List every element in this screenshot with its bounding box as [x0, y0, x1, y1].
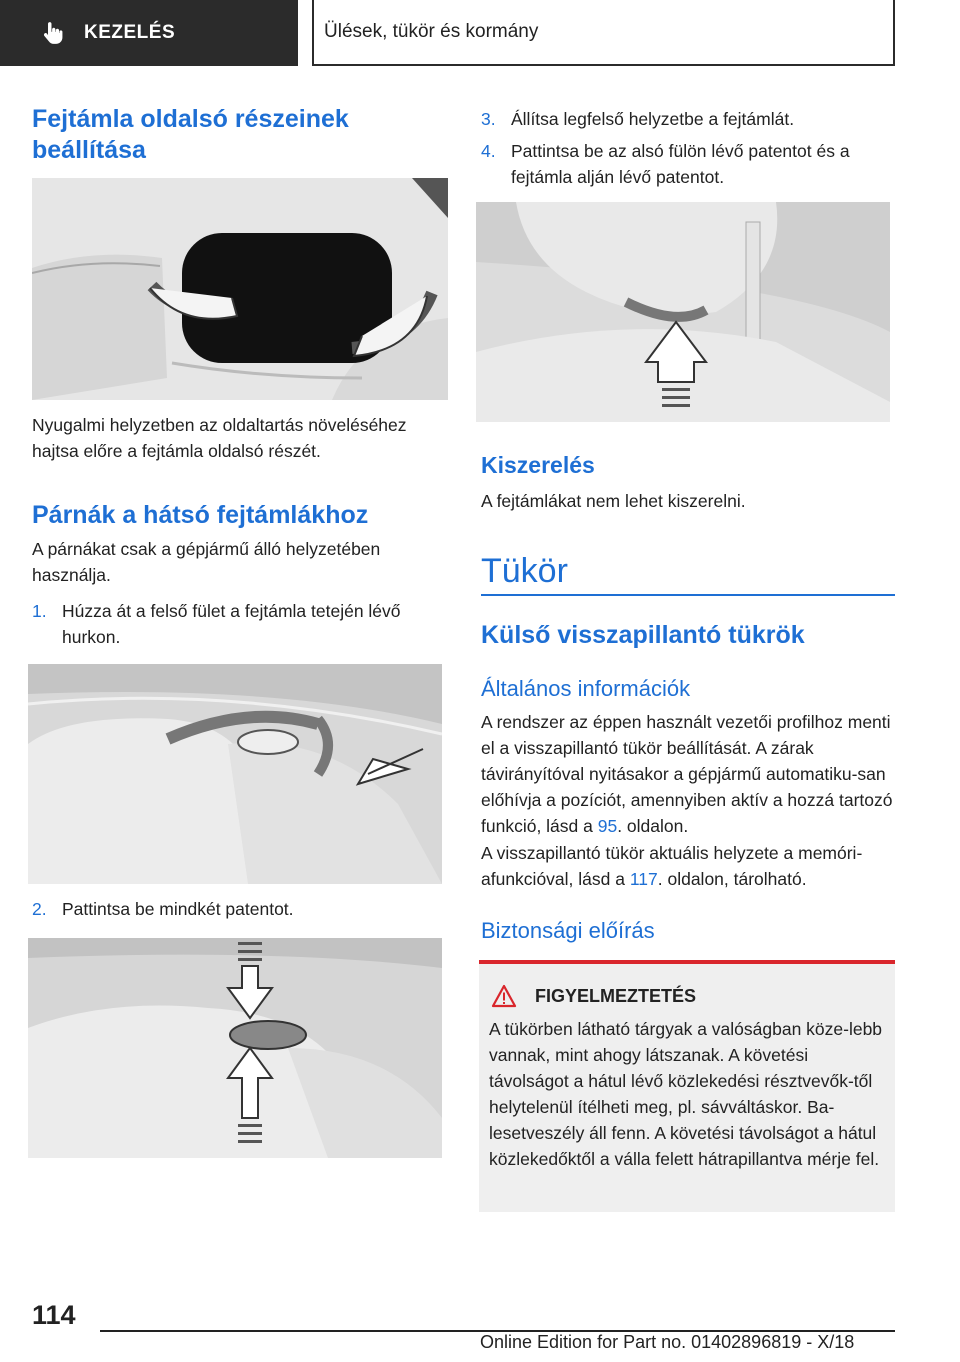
warning-triangle-icon — [491, 984, 517, 1008]
step-number: 1. — [32, 601, 47, 621]
hand-pointer-icon — [40, 20, 66, 46]
pillow-snap-image — [28, 938, 442, 1158]
warning-text: A tükörben látható tárgyak a valóságban köze-lebb vannak, mint ahogy látszanak. A követési távolságot a hátul lévő közlekedési résztvevők-től helytelenül ítélheti meg, pl. sávváltáskor. Ba-lesetveszély áll fenn. A követési távolságot a hátul közlekedőktől a válla felett hátrapillantva mérje fel. — [489, 1019, 883, 1169]
memory-text: A visszapillantó tükör aktuális helyzete a memóri-afunkcióval, lásd a 117. oldalon, tárolható. — [481, 843, 863, 889]
pillows-text: A párnákat csak a gépjármű álló helyzetében használja. — [32, 539, 381, 585]
chapter-rule — [481, 594, 895, 596]
step-1 — [32, 598, 442, 650]
step-4 — [481, 138, 895, 190]
step-text: Pattintsa be az alsó fülön lévő patentot és a fejtámla alján lévő patentot. — [511, 141, 850, 187]
page-link-95[interactable]: 95 — [597, 816, 618, 836]
general-info-text: A rendszer az éppen használt vezetői profilhoz menti el a visszapillantó tükör beállítását. A zárak távirányítóval nyitásakor a gépjármű automatiku-san előhívja a pozíciót, amennyiben aktív a hozzá tartozó funkció, lásd a 95. oldalon. — [481, 712, 893, 836]
step-text: Pattintsa be mindkét patentot. — [62, 899, 294, 919]
step-text: Húzza át a felső fület a fejtámla tetején lévő hurkon. — [62, 601, 401, 647]
pillows-title: Párnák a hátsó fejtámlákhoz — [32, 501, 369, 529]
warning-header — [489, 984, 885, 1008]
header-section-label: KEZELÉS — [84, 22, 176, 43]
removal-text: A fejtámlákat nem lehet kiszerelni. — [481, 491, 746, 511]
general-info-title: Általános információk — [481, 676, 691, 701]
step-number: 2. — [32, 899, 47, 919]
mirror-chapter-title: Tükör — [481, 552, 568, 590]
step-2 — [32, 896, 442, 922]
headrest-side-text: Nyugalmi helyzetben az oldaltartás növeléséhez hajtsa előre a fejtámla oldalsó részét. — [32, 415, 407, 461]
step-number: 3. — [481, 109, 496, 129]
removal-title: Kiszerelés — [481, 452, 595, 478]
step-text: Állítsa legfelső helyzetbe a fejtámlát. — [511, 109, 795, 129]
pillow-strap-image — [28, 664, 442, 884]
safety-title: Biztonsági előírás — [481, 918, 655, 943]
warning-box — [479, 960, 895, 1212]
edition-line: Online Edition for Part no. 01402896819 - X/18 — [480, 1332, 855, 1352]
header-section-tab — [0, 0, 298, 66]
headrest-bottom-snap-image — [476, 202, 890, 422]
step-3 — [481, 106, 895, 132]
exterior-mirrors-title: Külső visszapillantó tükrök — [481, 621, 805, 649]
page-link-117[interactable]: 117 — [629, 869, 658, 889]
step-number: 4. — [481, 141, 496, 161]
headrest-side-title: Fejtámla oldalsó részeinek beállítása — [32, 105, 349, 164]
headrest-side-adjust-image — [32, 178, 448, 400]
warning-title: FIGYELMEZTETÉS — [535, 985, 697, 1006]
header-chapter-title: Ülések, tükör és kormány — [324, 21, 539, 42]
header-chapter-box — [312, 0, 895, 66]
page-number: 114 — [32, 1300, 76, 1330]
